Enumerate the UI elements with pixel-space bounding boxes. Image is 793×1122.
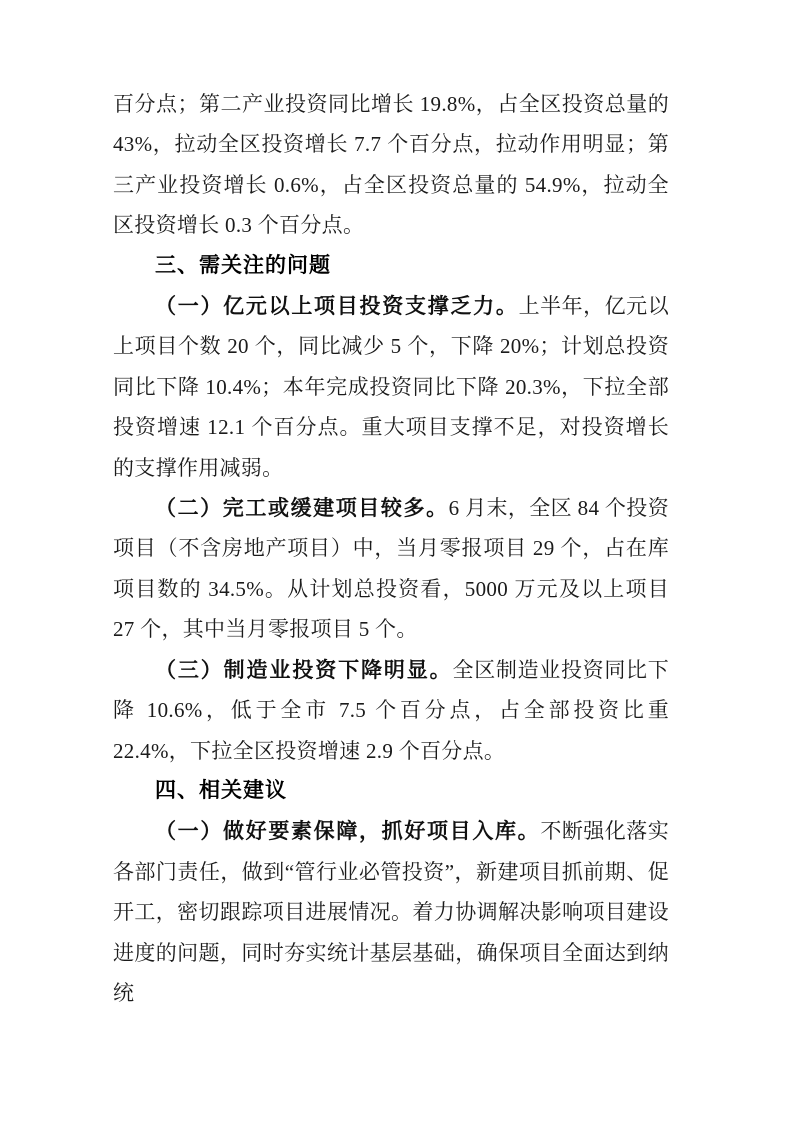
paragraph-issue-2-completed-projects [113, 488, 669, 650]
paragraph-industry-investment-continued: 百分点；第二产业投资同比增长 19.8%，占全区投资总量的 43%，拉动全区投资增长 7.7 个百分点，拉动作用明显；第三产业投资增长 0.6%，占全区投资总量的 54.9%，拉动全区投资增长 0.3 个百分点。 [113, 92, 669, 238]
paragraph-issue-3-manufacturing [113, 650, 669, 771]
paragraph-issue-2-lead: （二）完工或缓建项目较多。 [155, 496, 449, 521]
heading-section-4-suggestions: 四、相关建议 [155, 778, 287, 802]
paragraph-issue-1-large-projects [113, 286, 669, 488]
paragraph-issue-2-text: 6 月末，全区 84 个投资项目（不含房地产项目）中，当月零报项目 29 个，占在库项目数的 34.5%。从计划总投资看，5000 万元及以上项目 27 个，其中当月零报项目 5 个。 [113, 496, 669, 642]
paragraph-suggestion-1-lead: （一）做好要素保障，抓好项目入库。 [155, 819, 541, 844]
document-body [113, 84, 669, 1013]
paragraph-issue-3-lead: （三）制造业投资下降明显。 [155, 657, 453, 682]
heading-section-3-issues: 三、需关注的问题 [155, 253, 331, 277]
paragraph-issue-1-lead: （一）亿元以上项目投资支撑乏力。 [155, 294, 519, 319]
paragraph-suggestion-1-text: 不断强化落实各部门责任，做到“管行业必管投资”，新建项目抓前期、促开工，密切跟踪项目进展情况。着力协调解决影响项目建设进度的问题，同时夯实统计基层基础，确保项目全面达到纳统 [113, 819, 669, 1005]
paragraph-issue-3-text: 全区制造业投资同比下降 10.6%，低于全市 7.5 个百分点，占全部投资比重 22.4%，下拉全区投资增速 2.9 个百分点。 [113, 657, 670, 763]
paragraph-suggestion-1 [113, 811, 669, 1013]
paragraph-issue-1-text: 上半年，亿元以上项目个数 20 个，同比减少 5 个，下降 20%；计划总投资同比下降 10.4%；本年完成投资同比下降 20.3%，下拉全部投资增速 12.1 个百分点。重大项目支撑不足，对投资增长的支撑作用减弱。 [113, 294, 669, 480]
